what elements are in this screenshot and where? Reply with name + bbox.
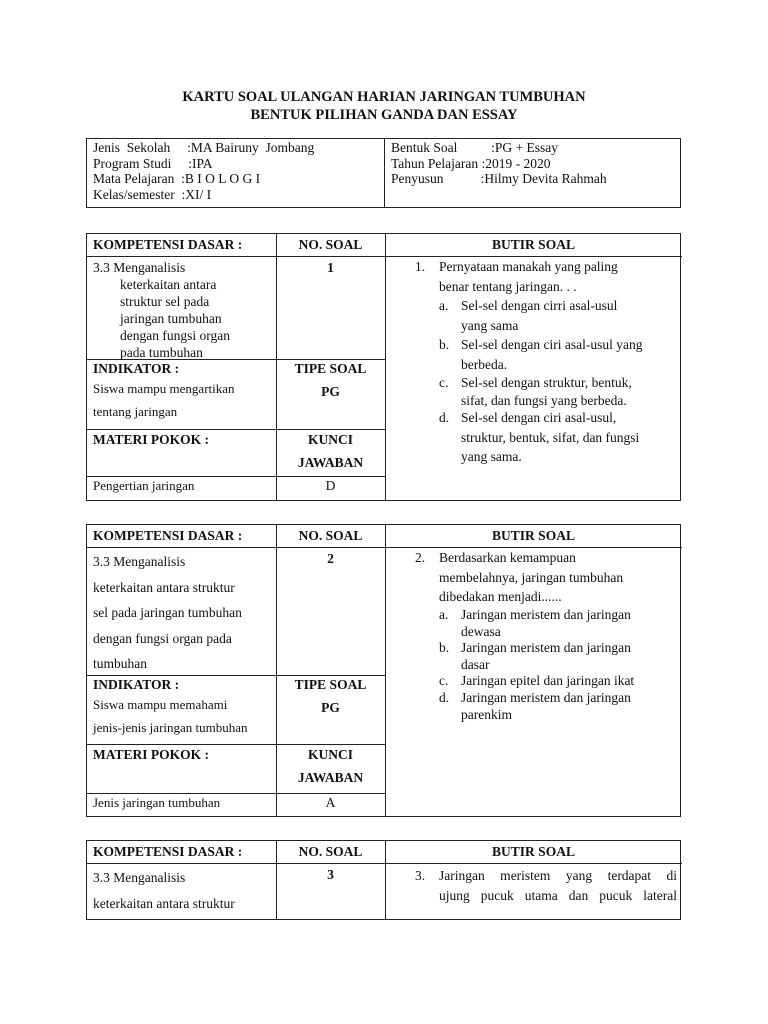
- indikator-label: INDIKATOR :: [93, 361, 180, 376]
- materi-label: MATERI POKOK :: [93, 747, 209, 762]
- question-number: 1: [327, 260, 334, 275]
- kunci-jawaban-label: KUNCI JAWABAN: [297, 432, 364, 470]
- kunci-jawaban-label: KUNCI JAWABAN: [297, 747, 364, 785]
- info-box: [86, 138, 681, 208]
- info-bentuk-soal: Bentuk Soal :PG + Essay: [391, 140, 558, 155]
- tipe-soal-value: PG: [321, 384, 340, 399]
- info-program-studi: Program Studi :IPA: [93, 155, 213, 171]
- kompetensi-label: KOMPETENSI DASAR :: [93, 844, 243, 859]
- butir-soal-label: BUTIR SOAL: [492, 844, 575, 859]
- question-card-2: KOMPETENSI DASAR : NO. SOAL BUTIR SOAL 3.3 Menganalisis keterkaitan antara struktur sel pada jaringan tumbuhan dengan fungsi organ pada tumbuhan 2 INDIKATOR : TIPE SOAL Siswa mampu memahami jenis-jenis jaringan tumbuhan PG MATERI POKOK : KUNCI JAWABAN Jenis jaringan tumbuhan A 2. Berdasarkan kemampuan membelahnya, jaringan tumbuhan dibedakan menjadi...... a. Jaringan meristem dan jaringan dewasa b. Jaringan meristem dan jaringan dasar c. Jaringan epitel dan jaringan ikat d. Jaringan meristem dan jaringan parenkim: [86, 524, 681, 817]
- info-tahun-pelajaran: Tahun Pelajaran :2019 - 2020: [391, 155, 551, 171]
- kompetensi-text: 3.3 Menganalisis keterkaitan antara struktur sel pada jaringan tumbuhan dengan fungsi organ pada tumbuhan: [93, 554, 242, 671]
- indikator-text: Siswa mampu mengartikan tentang jaringan: [93, 381, 235, 419]
- info-kelas-semester: Kelas/semester :XI/ I: [93, 186, 212, 202]
- indikator-label: INDIKATOR :: [93, 677, 180, 692]
- butir-soal-label: BUTIR SOAL: [492, 528, 575, 543]
- no-soal-label: NO. SOAL: [298, 237, 363, 252]
- materi-text: Pengertian jaringan: [93, 478, 195, 493]
- butir-soal-label: BUTIR SOAL: [492, 237, 575, 252]
- info-mata-pelajaran: Mata Pelajaran :B I O L O G I: [93, 171, 261, 186]
- question-card-3: KOMPETENSI DASAR : NO. SOAL BUTIR SOAL 3.3 Menganalisis keterkaitan antara struktur 3 3. Jaringan meristem yang terdapat di ujung pucuk utama dan pucuk lateral: [86, 840, 681, 920]
- materi-label: MATERI POKOK :: [93, 432, 209, 447]
- kompetensi-label: KOMPETENSI DASAR :: [93, 237, 243, 252]
- kunci-value: D: [325, 478, 336, 493]
- tipe-soal-label: TIPE SOAL: [294, 677, 367, 692]
- info-left: [93, 140, 314, 202]
- document-subtitle: BENTUK PILIHAN GANDA DAN ESSAY: [250, 107, 518, 123]
- info-penyusun: Penyusun :Hilmy Devita Rahmah: [391, 171, 607, 186]
- no-soal-label: NO. SOAL: [298, 844, 363, 859]
- no-soal-label: NO. SOAL: [298, 528, 363, 543]
- kompetensi-text: 3.3 Menganalisis keterkaitan antara struktur: [93, 870, 235, 911]
- question-card-1: KOMPETENSI DASAR : NO. SOAL BUTIR SOAL 3.3 Menganalisis keterkaitan antara struktur sel pada jaringan tumbuhan dengan fungsi organ pada tumbuhan 1 INDIKATOR : TIPE SOAL Siswa mampu mengartikan tentang jaringan PG MATERI POKOK : KUNCI JAWABAN Pengertian jaringan D 1. Pernyataan manakah yang paling benar tentang jaringan. . . a. Sel-sel dengan cirri asal-usul yang sama b. Sel-sel dengan ciri asal-usul yang berbeda. c. Sel-sel dengan struktur, bentuk, sifat, dan fungsi yang berbeda. d. Sel-sel dengan ciri asal-usul, struktur, bentuk, sifat, dan fungsi yang sama.: [86, 233, 681, 501]
- tipe-soal-value: PG: [321, 700, 340, 715]
- question-number: 3: [327, 867, 334, 882]
- tipe-soal-label: TIPE SOAL: [294, 361, 367, 376]
- question-number: 2: [327, 551, 334, 566]
- kompetensi-label: KOMPETENSI DASAR :: [93, 528, 243, 543]
- kompetensi-text: 3.3 Menganalisis keterkaitan antara struktur sel pada jaringan tumbuhan dengan fungsi organ pada tumbuhan: [93, 260, 230, 360]
- info-jenis-sekolah: Jenis Sekolah :MA Bairuny Jombang: [93, 140, 315, 155]
- document-title: KARTU SOAL ULANGAN HARIAN JARINGAN TUMBUHAN: [182, 89, 586, 105]
- materi-text: Jenis jaringan tumbuhan: [93, 795, 221, 810]
- kunci-value: A: [325, 795, 336, 810]
- info-right: [391, 140, 607, 187]
- indikator-text: Siswa mampu memahami jenis-jenis jaringan tumbuhan: [93, 697, 248, 735]
